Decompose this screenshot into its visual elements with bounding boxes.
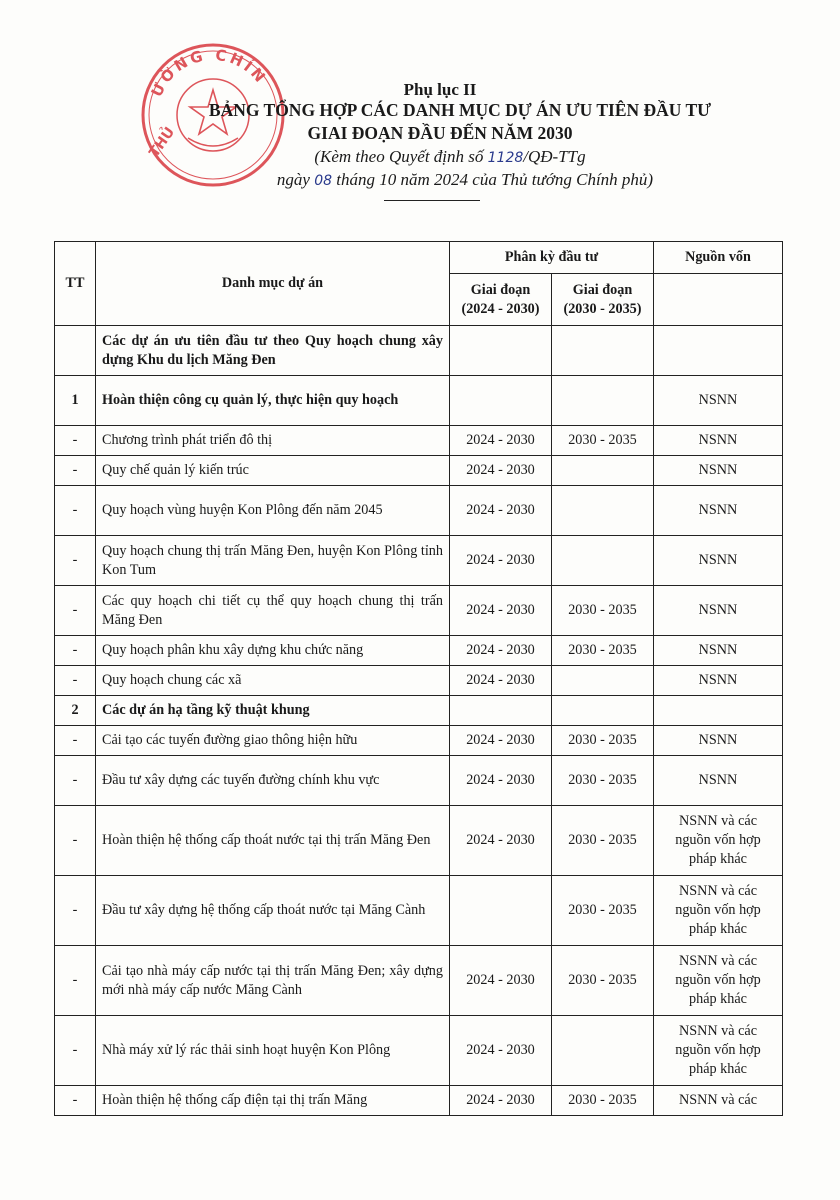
table-row (55, 726, 783, 756)
header-phase-1: Giai đoạn (2024 - 2030) (450, 274, 552, 326)
phase-1-period: 2024 - 2030 (450, 666, 552, 696)
project-name: Quy hoạch vùng huyện Kon Plông đến năm 2045 (96, 486, 450, 536)
funding-source: NSNN (654, 636, 783, 666)
project-name: Đầu tư xây dựng hệ thống cấp thoát nước tại Măng Cành (96, 876, 450, 946)
phase-2-period (552, 326, 654, 376)
phase-2-period (552, 456, 654, 486)
phase-1-period: 2024 - 2030 (450, 486, 552, 536)
phase-1-period: 2024 - 2030 (450, 806, 552, 876)
project-name: Quy hoạch chung các xã (96, 666, 450, 696)
row-number: - (55, 456, 96, 486)
funding-source: NSNN (654, 726, 783, 756)
phase-2-period: 2030 - 2035 (552, 876, 654, 946)
phase-1-period (450, 326, 552, 376)
table-row (55, 636, 783, 666)
decision-number: 1128 (487, 150, 524, 166)
row-number: - (55, 666, 96, 696)
row-number: - (55, 426, 96, 456)
phase-1-period: 2024 - 2030 (450, 946, 552, 1016)
funding-source (654, 696, 783, 726)
date-prefix: ngày (276, 170, 315, 189)
project-name: Cải tạo các tuyến đường giao thông hiện hữu (96, 726, 450, 756)
attached-note (0, 147, 840, 167)
funding-source: NSNN (654, 426, 783, 456)
project-name: Nhà máy xử lý rác thải sinh hoạt huyện Kon Plông (96, 1016, 450, 1086)
header-divider (384, 200, 480, 201)
phase-1-period: 2024 - 2030 (450, 426, 552, 456)
table-row (55, 426, 783, 456)
phase-2-period: 2030 - 2035 (552, 726, 654, 756)
date-day: 08 (314, 173, 333, 189)
row-number: - (55, 1016, 96, 1086)
phase-1-period: 2024 - 2030 (450, 636, 552, 666)
table-row (55, 696, 783, 726)
phase-2-period: 2030 - 2035 (552, 756, 654, 806)
project-name: Hoàn thiện hệ thống cấp thoát nước tại thị trấn Măng Đen (96, 806, 450, 876)
funding-source: NSNN (654, 456, 783, 486)
date-suffix: tháng 10 năm 2024 của Thủ tướng Chính phủ) (332, 170, 654, 189)
funding-source: NSNN và các nguồn vốn hợp pháp khác (654, 806, 783, 876)
seal-text-left: THỦ (146, 124, 179, 161)
row-number: 1 (55, 376, 96, 426)
phase-2-period: 2030 - 2035 (552, 946, 654, 1016)
row-number: - (55, 636, 96, 666)
phase-2-period: 2030 - 2035 (552, 636, 654, 666)
table-row (55, 946, 783, 1016)
table-row (55, 486, 783, 536)
phase-1-period (450, 696, 552, 726)
table-row (55, 756, 783, 806)
row-number: - (55, 1086, 96, 1116)
phase-2-period (552, 1016, 654, 1086)
funding-source: NSNN (654, 536, 783, 586)
projects-table-body (55, 326, 783, 1116)
funding-source: NSNN và các (654, 1086, 783, 1116)
phase-1-period: 2024 - 2030 (450, 726, 552, 756)
row-number: - (55, 536, 96, 586)
project-name: Các dự án hạ tầng kỹ thuật khung (96, 696, 450, 726)
funding-source (654, 326, 783, 376)
row-number (55, 326, 96, 376)
appendix-label: Phụ lục II (403, 80, 477, 99)
row-number: - (55, 806, 96, 876)
attached-prefix: (Kèm theo Quyết định số (314, 147, 488, 166)
project-name: Hoàn thiện công cụ quản lý, thực hiện quy hoạch (96, 376, 450, 426)
row-number: - (55, 876, 96, 946)
phase-1-period: 2024 - 2030 (450, 456, 552, 486)
project-name: Quy hoạch phân khu xây dựng khu chức năng (96, 636, 450, 666)
project-name: Các dự án ưu tiên đầu tư theo Quy hoạch chung xây dựng Khu du lịch Măng Đen (96, 326, 450, 376)
phase-1-period: 2024 - 2030 (450, 586, 552, 636)
table-row (55, 666, 783, 696)
funding-source: NSNN và các nguồn vốn hợp pháp khác (654, 946, 783, 1016)
project-name: Cải tạo nhà máy cấp nước tại thị trấn Măng Đen; xây dựng mới nhà máy cấp nước Măng Cành (96, 946, 450, 1016)
date-note (0, 170, 840, 190)
table-subtitle: GIAI ĐOẠN ĐẦU ĐẾN NĂM 2030 (307, 123, 573, 143)
funding-source: NSNN (654, 486, 783, 536)
phase-2-period: 2030 - 2035 (552, 1086, 654, 1116)
table-row (55, 1016, 783, 1086)
funding-source: NSNN (654, 376, 783, 426)
phase-1-period (450, 376, 552, 426)
row-number: - (55, 756, 96, 806)
table-row (55, 806, 783, 876)
row-number: - (55, 726, 96, 756)
row-number: - (55, 946, 96, 1016)
phase-2-period (552, 376, 654, 426)
phase-1-period: 2024 - 2030 (450, 536, 552, 586)
funding-source: NSNN và các nguồn vốn hợp pháp khác (654, 876, 783, 946)
phase-1-period: 2024 - 2030 (450, 1016, 552, 1086)
header-source-blank (654, 274, 783, 326)
header-project-name: Danh mục dự án (96, 242, 450, 326)
header-source: Nguồn vốn (654, 242, 783, 274)
table-row (55, 1086, 783, 1116)
header-phase-2: Giai đoạn (2030 - 2035) (552, 274, 654, 326)
phase-2-period (552, 696, 654, 726)
phase-2-period: 2030 - 2035 (552, 586, 654, 636)
funding-source: NSNN (654, 586, 783, 636)
phase-2-period (552, 536, 654, 586)
project-name: Quy chế quản lý kiến trúc (96, 456, 450, 486)
table-row (55, 376, 783, 426)
row-number: 2 (55, 696, 96, 726)
header-phase-group: Phân kỳ đầu tư (450, 242, 654, 274)
phase-2-period (552, 486, 654, 536)
phase-2-period (552, 666, 654, 696)
funding-source: NSNN và các nguồn vốn hợp pháp khác (654, 1016, 783, 1086)
phase-1-period: 2024 - 2030 (450, 1086, 552, 1116)
project-name: Các quy hoạch chi tiết cụ thể quy hoạch chung thị trấn Măng Đen (96, 586, 450, 636)
table-title: BẢNG TỔNG HỢP CÁC DANH MỤC DỰ ÁN ƯU TIÊN ĐẦU TƯ (208, 100, 712, 120)
phase-2-period: 2030 - 2035 (552, 806, 654, 876)
project-name: Chương trình phát triển đô thị (96, 426, 450, 456)
phase-2-period: 2030 - 2035 (552, 426, 654, 456)
project-name: Quy hoạch chung thị trấn Măng Đen, huyện Kon Plông tỉnh Kon Tum (96, 536, 450, 586)
phase-1-period: 2024 - 2030 (450, 756, 552, 806)
projects-table (54, 241, 783, 1116)
row-number: - (55, 586, 96, 636)
table-row (55, 326, 783, 376)
seal-text: ƯỜNG CHÍN (147, 45, 271, 100)
attached-suffix: /QĐ-TTg (523, 147, 586, 166)
table-row (55, 586, 783, 636)
header-tt: TT (55, 242, 96, 326)
project-name: Đầu tư xây dựng các tuyến đường chính khu vực (96, 756, 450, 806)
project-name: Hoàn thiện hệ thống cấp điện tại thị trấn Măng (96, 1086, 450, 1116)
table-row (55, 876, 783, 946)
table-row (55, 536, 783, 586)
phase-1-period (450, 876, 552, 946)
funding-source: NSNN (654, 666, 783, 696)
funding-source: NSNN (654, 756, 783, 806)
row-number: - (55, 486, 96, 536)
table-row (55, 456, 783, 486)
